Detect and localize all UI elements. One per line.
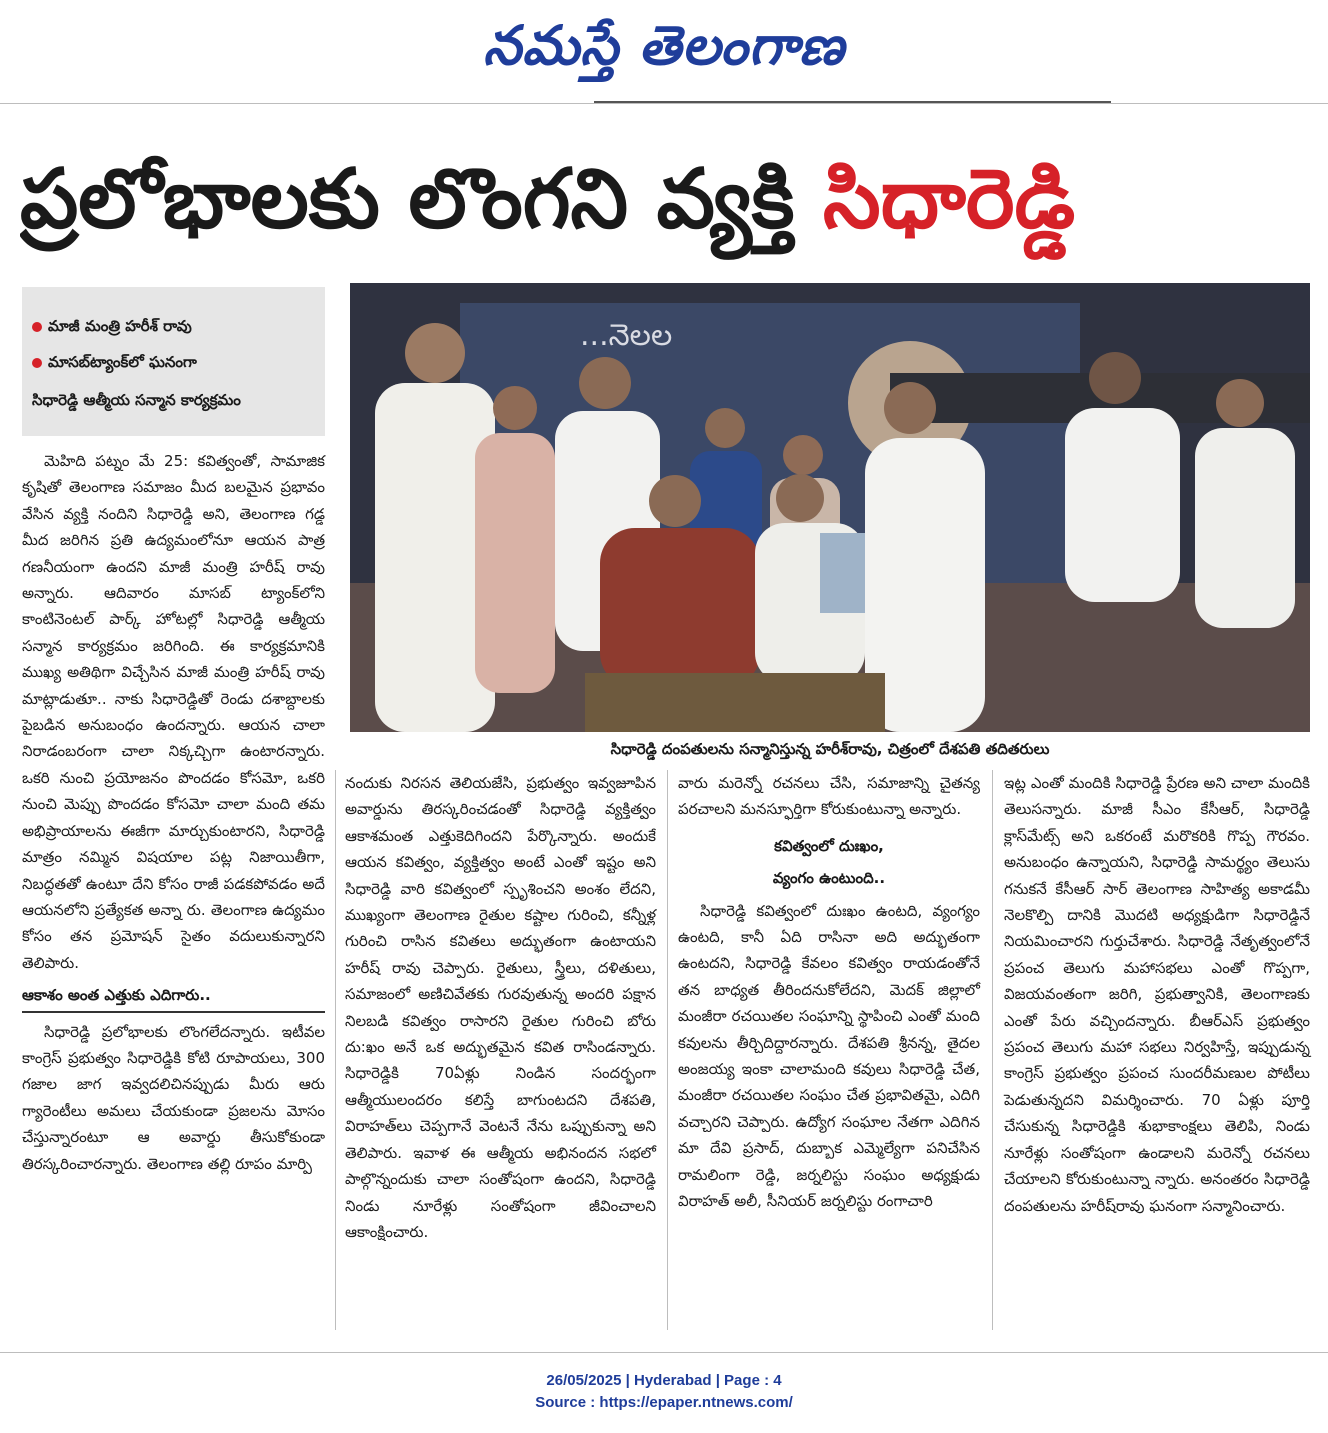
news-photo xyxy=(350,283,1310,732)
article-paragraph: సిధారెడ్డి ప్రలోభాలకు లొంగలేదన్నారు. ఇటీవల కాంగ్రెస్ ప్రభుత్వం సిధారెడ్డికి కోటి రూపాయలు, 300 గజాల జాగ ఇవ్వదలిచినప్పుడు మీరు ఆరు గ్యారెంటీలు అమలు చేయకుండా ప్రజలను మోసం చేస్తున్నారంటూ ఆ అవార్డు తీసుకోకుండా తిరస్కరించారన్నారు. తెలంగాణ తల్లి రూపం మార్పి xyxy=(22,1022,325,1173)
photo-illustration xyxy=(350,283,1310,732)
banner-text: ...నెలల xyxy=(580,318,673,353)
column-divider xyxy=(335,770,336,1330)
headline-main: ప్రలోభాలకు లొంగని వ్యక్తి xyxy=(20,152,795,247)
photo-caption: సిధారెడ్డి దంపతులను సన్మానిస్తున్న హరీశ్‌రావు, చిత్రంలో దేశపతి తదితరులు xyxy=(610,740,1050,758)
article-paragraph: ఇట్ల ఎంతో మందికి సిధారెడ్డి ప్రేరణ అని చాలా మందికి తెలుసన్నారు. మాజీ సీఎం కేసీఆర్, సిధారెడ్డి క్లాస్‌మేట్స్ అని ఒకరంటే మరొకరికి గొప్ప గౌరవం. అనుబంధం ఉన్నాయని, సిధారెడ్డి సామర్థ్యం తెలుసు గనుకనే కేసీఆర్ సార్ తెలంగాణ సాహిత్య అకాడమీ నెలకొల్పి దానికి మొదటి అధ్యక్షుడిగా సిధారెడ్డినే నియమించారని గుర్తుచేశారు. సిధారెడ్డి నేతృత్వంలోనే ప్రపంచ తెలుగు మహాసభలు ఎంతో గొప్పగా, విజయవంతంగా జరిగి, ప్రభుత్వానికి, తెలంగాణకు ఎంతో పేరు వచ్చిందన్నారు. బీఆర్ఎస్ ప్రభుత్వం ప్రపంచ తెలుగు మహా సభలు నిర్వహిస్తే, ఇప్పుడున్న కాంగ్రెస్ ప్రభుత్వం ప్రపంచ సుందరీమణుల పోటీలు పెడుతున్నదని విమర్శించారు. 70 ఏళ్లు పూర్తి చేసుకున్న సిధారెడ్డికి శుభాకాంక్షలు తెలిపి, నిండు నూరేళ్లు సంతోషంగా ఉండాలని మరెన్నో రచనలు చేయాలని కోరుకుంటున్నా న్నారు. అనంతరం సిధారెడ్డి దంపతులను హరీష్‌రావు ఘనంగా సన్మానించారు. xyxy=(1004,774,1310,1215)
kicker-item: మాసబ్‌ట్యాంక్‌లో ఘనంగా xyxy=(32,353,197,375)
column-divider xyxy=(992,770,993,1330)
headline-name: సిధారెడ్డి xyxy=(823,152,1076,247)
subheading: ఆకాశం అంత ఎత్తుకు ఎదిగారు.. xyxy=(22,982,325,1012)
bullet-icon xyxy=(32,322,42,332)
article-column-4 xyxy=(1004,770,1310,1219)
article-paragraph: వారు మరెన్నో రచనలు చేసి, సమాజాన్ని చైతన్య పరచాలని మనస్ఫూర్తిగా కోరుకుంటున్నా అన్నారు. xyxy=(678,774,980,819)
top-divider xyxy=(0,103,1328,104)
article-paragraph: మెహిది పట్నం మే 25: కవిత్వంతో, సామాజిక కృషితో తెలంగాణ సమాజం మీద బలమైన ప్రభావం వేసిన వ్యక్తి నందిని సిధారెడ్డి అని, తెలంగాణ గడ్డ మీద జరిగిన ప్రతి ఉద్యమంలోనూ ఆయన పాత్ర గణనీయంగా ఉందని మాజీ మంత్రి హరీష్ రావు అన్నారు. ఆదివారం మాసబ్ ట్యాంక్‌లోని కాంటినెంటల్ పార్క్ హోటల్లో సిధారెడ్డి ఆత్మీయ సన్మాన కార్యక్రమం జరిగింది. ఈ కార్యక్రమానికి ముఖ్య అతిథిగా విచ్చేసిన మాజీ మంత్రి హరీష్ రావు మాట్లాడుతూ.. నాకు సిధారెడ్డితో రెండు దశాబ్దాలకు పైబడిన అనుబంధం ఉందన్నారు. ఆయన చాలా నిరాడంబరంగా చాలా నిక్కచ్చిగా ఉంటారన్నారు. ఒకరి నుంచి ప్రయోజనం పొందడం కోసమో, ఒకరి నుంచి మెప్పు పొందడం కోసమో చాలా మంది తమ అభిప్రాయాలను ఈజీగా మార్చుకుంటారని, సిధారెడ్డి మాత్రం నమ్మిన విషయాల పట్ల నిజాయితీగా, నిబద్ధతతో ఉంటూ దేని కోసం రాజీ పడకపోవడం అదే ఆయనలోని ప్రత్యేకత అన్నా రు. తెలంగాణ ఉద్యమం కోసం తన ప్రమోషన్ సైతం వదులుకున్నారని తెలిపారు. xyxy=(22,452,325,972)
bullet-icon xyxy=(32,358,42,368)
article-column-3 xyxy=(678,770,980,1215)
kicker-box xyxy=(22,287,325,436)
masthead xyxy=(0,0,1328,100)
article-paragraph: సిధారెడ్డి కవిత్వంలో దుఃఖం ఉంటది, వ్యంగ్యం ఉంటది, కానీ ఏది రాసినా అది అద్భుతంగా ఉంటదని, సిధారెడ్డి కేవలం కవిత్వం రాయడంతోనే తన బాధ్యత తీరిందనుకోలేదని, మెదక్ జిల్లాలో మంజీరా రచయితల సంఘాన్ని స్థాపించి ఎంతో మంది కవులను తీర్చిదిద్దారన్నారు. దేశపతి శ్రీనన్న, తైదల అంజయ్య ఇంకా చాలామంది కవులు సిధారెడ్డి చేత, మంజీరా రచయితల సంఘం చేత ప్రభావితమై, ఎదిగి వచ్చారని చెప్పారు. ఉద్యోగ సంఘాల నేతగా ఎదిగిన మా దేవి ప్రసాద్, దుబ్బాక ఎమ్మెల్యేగా పనిచేసిన రామలింగా రెడ్డి, జర్నలిస్టు సంఘం అధ్యక్షుడు విరాహత్ అలీ, సీనియర్ జర్నలిస్టు రంగాచారి xyxy=(678,901,980,1211)
article-column-2 xyxy=(345,770,656,1245)
subheading: కవిత్వంలో దుఃఖం, xyxy=(774,836,884,855)
footer-divider xyxy=(0,1352,1328,1353)
article-column-1 xyxy=(22,448,325,1177)
footer xyxy=(0,1370,1328,1414)
kicker-item: మాజీ మంత్రి హరీశ్ రావు xyxy=(32,317,192,339)
article-paragraph: నందుకు నిరసన తెలియజేసి, ప్రభుత్వం ఇవ్వజూపిన అవార్డును తిరస్కరించడంతో సిధారెడ్డి వ్యక్తిత్వం ఆకాశమంత ఎత్తుకెదిగిందని పేర్కొన్నారు. అందుకే ఆయన కవిత్వం, వ్యక్తిత్వం అంటే ఎంతో ఇష్టం అని సిధారెడ్డి వారి కవిత్వంలో స్పృశించని అంశం లేదని, ముఖ్యంగా తెలంగాణ రైతుల కష్టాల గురించి, కన్నీళ్ల గురించి రాసిన కవితలు అద్భుతంగా ఉంటాయని హరీష్ రావు చెప్పారు. రైతులు, స్త్రీలు, దళితులు, సమాజంలో అణిచివేతకు గురవుతున్న అందరి పక్షాన నిలబడి కవిత్వం రాసారని రైతుల గురించి బోరు దు:ఖం అనే ఒక అద్భుతమైన కవిత రాసిండన్నారు. సిధారెడ్డికి 70ఏళ్లు నిండిన సందర్భంగా ఆత్మీయులందరం కలిస్తే బాగుంటదని దేశపతి, విరాహత్‌లు చెప్పగానే వెంటనే నేను ఒప్పుకున్నా అని తెలిపారు. ఇవాళ ఈ ఆత్మీయ అభినందన సభలో పాల్గొన్నందుకు చాలా సంతోషంగా ఉందని, సిధారెడ్డి నిండు నూరేళ్లు సంతోషంగా జీవించాలని ఆకాంక్షించారు. xyxy=(345,774,656,1241)
column-divider xyxy=(667,770,668,1330)
subheading: వ్యంగం ఉంటుంది.. xyxy=(772,869,886,888)
kicker-item: సిధారెడ్డి ఆత్మీయ సన్మాన కార్యక్రమం xyxy=(32,391,241,409)
headline xyxy=(20,135,1310,265)
newspaper-logo: నమస్తే తెలంగాణ xyxy=(483,14,845,77)
footer-source: Source : https://epaper.ntnews.com/ xyxy=(535,1394,793,1411)
footer-dateline: 26/05/2025 | Hyderabad | Page : 4 xyxy=(546,1372,782,1389)
